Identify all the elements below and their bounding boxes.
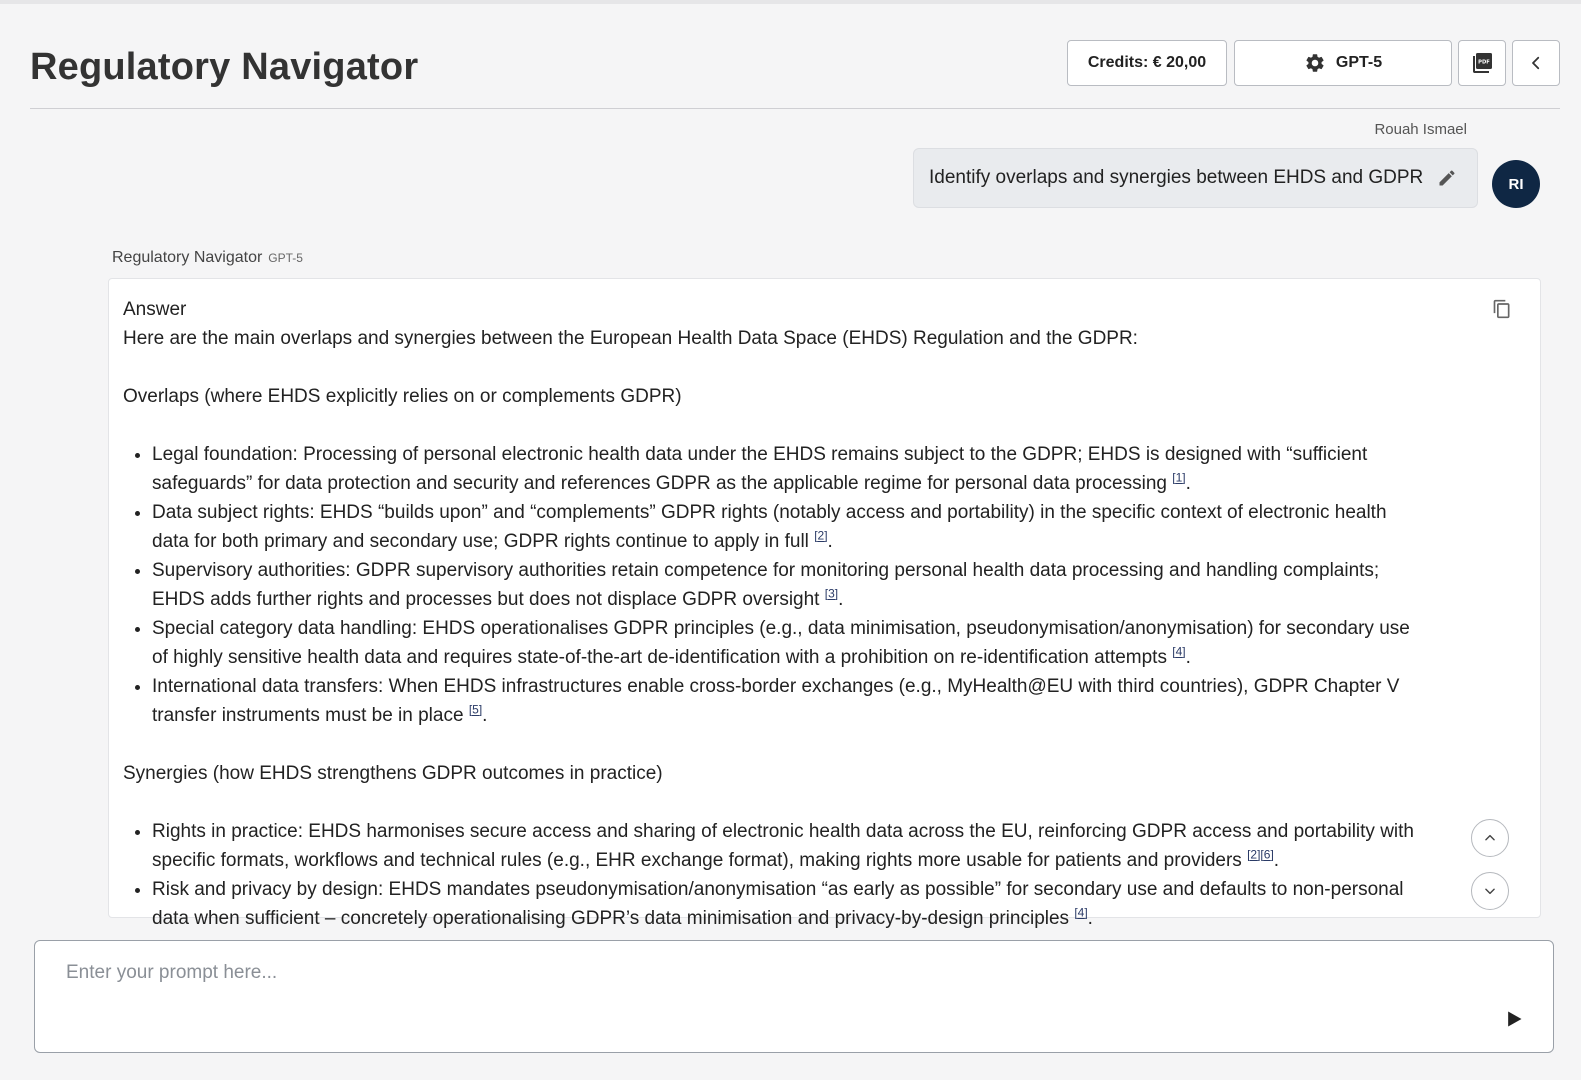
chevron-left-icon: [1527, 54, 1545, 72]
prompt-box: [34, 940, 1554, 1053]
citation-link[interactable]: [2]: [814, 528, 828, 543]
citation-link[interactable]: [5]: [468, 702, 483, 717]
user-message-text: Identify overlaps and synergies between EHDS and GDPR: [929, 167, 1424, 188]
list-item-text: Risk and privacy by design: EHDS mandates pseudonymisation/anonymisation “as early as possible” for secondary use and defaults to non-personal data when sufficient – concretely operationalising GDPR’s data minimisation and privacy-by-design principles: [152, 879, 1404, 929]
list-item-text: Legal foundation: Processing of personal electronic health data under the EHDS remains subject to the GDPR; EHDS is designed with “sufficient safeguards” for data protection and security and references GDPR as the applicable regime for personal data processing: [152, 444, 1368, 494]
bot-model-tag: GPT-5: [268, 251, 303, 265]
list-item-text: Special category data handling: EHDS operationalises GDPR principles (e.g., data minimisation, pseudonymisation/anonymisation) for secondary use of highly sensitive health data and requires state-of-the-art de-identification with a prohibition on re-identification attempts: [152, 618, 1410, 668]
chevron-up-icon: [1483, 831, 1497, 845]
list-item: • Rights in practice: EHDS harmonises secure access and sharing of electronic health data across the EU, reinforcing GDPR access and portability with specific formats, workflows and technical rules (e.g., EHR exchange format), making rights more usable for patients and providers [2][6].: [152, 817, 1423, 875]
user-message-bubble: [913, 148, 1478, 208]
user-author-name: Rouah Ismael: [1374, 121, 1467, 138]
list-item: • Risk and privacy by design: EHDS mandates pseudonymisation/anonymisation “as early as possible” for secondary use and defaults to non-personal data when sufficient – concretely operationalising GDPR’s data minimisation and privacy-by-design principles [4].: [152, 875, 1423, 933]
gear-icon: [1304, 52, 1326, 74]
citation-link[interactable]: [4]: [1074, 905, 1088, 920]
credits-button[interactable]: [1067, 40, 1227, 86]
send-icon: [1504, 1009, 1524, 1029]
scroll-up-button[interactable]: [1471, 819, 1509, 857]
answer-card: [108, 278, 1541, 929]
collapse-panel-button[interactable]: [1512, 40, 1560, 86]
list-item: • Legal foundation: Processing of personal electronic health data under the EHDS remains subject to the GDPR; EHDS is designed with “sufficient safeguards” for data protection and security and references GDPR as the applicable regime for personal data processing [1].: [152, 440, 1423, 498]
list-item: • Supervisory authorities: GDPR supervisory authorities retain competence for monitoring personal health data processing and handling complaints; EHDS adds further rights and processes but does not displace GDPR oversight [3].: [152, 556, 1423, 614]
list-item-text: Supervisory authorities: GDPR supervisory authorities retain competence for monitoring personal health data processing and handling complaints; EHDS adds further rights and processes but does not displace GDPR oversight: [152, 560, 1380, 610]
citation-link[interactable]: [1]: [1172, 470, 1186, 485]
top-border: [0, 0, 1581, 4]
list-item-text: Data subject rights: EHDS “builds upon” and “complements” GDPR rights (notably access and portability) in the specific context of electronic health data for both primary and secondary use; GDPR rights continue to apply in full: [152, 502, 1387, 552]
synergies-list: [123, 817, 1423, 933]
answer-heading: Answer: [123, 299, 187, 320]
list-item: • Data subject rights: EHDS “builds upon” and “complements” GDPR rights (notably access and portability) in the specific context of electronic health data for both primary and secondary use; GDPR rights continue to apply in full [2].: [152, 498, 1423, 556]
copy-icon[interactable]: [1492, 299, 1512, 319]
pdf-icon: [1470, 51, 1494, 75]
overlaps-list: [123, 440, 1423, 730]
list-item: • International data transfers: When EHDS infrastructures enable cross-border exchanges (e.g., MyHealth@EU with third countries), GDPR Chapter V transfer instruments must be in place [5].: [152, 672, 1423, 730]
model-selector-button[interactable]: [1234, 40, 1452, 86]
avatar: RI: [1492, 160, 1540, 208]
edit-icon[interactable]: [1437, 168, 1457, 188]
prompt-input[interactable]: [64, 957, 1468, 989]
bot-author-name: Regulatory Navigator: [112, 249, 263, 266]
export-pdf-button[interactable]: [1458, 40, 1506, 86]
chevron-down-icon: [1483, 884, 1497, 898]
model-label: GPT-5: [1335, 54, 1383, 71]
list-item-text: Rights in practice: EHDS harmonises secure access and sharing of electronic health data across the EU, reinforcing GDPR access and portability with specific formats, workflows and technical rules (e.g., EHR exchange format), making rights more usable for patients and providers: [152, 821, 1414, 871]
credits-label: Credits: € 20,00: [1087, 54, 1207, 71]
citation-link[interactable]: [3]: [824, 586, 839, 601]
citation-link[interactable]: [4]: [1172, 644, 1186, 659]
list-item-text: International data transfers: When EHDS infrastructures enable cross-border exchanges (e.g., MyHealth@EU with third countries), GDPR Chapter V transfer instruments must be in place: [152, 676, 1400, 726]
scroll-down-button[interactable]: [1471, 872, 1509, 910]
section-title-synergies: Synergies (how EHDS strengthens GDPR outcomes in practice): [123, 763, 663, 784]
list-item: • Special category data handling: EHDS operationalises GDPR principles (e.g., data minimisation, pseudonymisation/anonymisation) for secondary use of highly sensitive health data and requires state-of-the-art de-identification with a prohibition on re-identification attempts [4].: [152, 614, 1423, 672]
send-button[interactable]: [1501, 1006, 1527, 1032]
app-title: Regulatory Navigator: [30, 46, 419, 88]
svg-text:PDF: PDF: [1478, 59, 1490, 66]
answer-intro: Here are the main overlaps and synergies between the European Health Data Space (EHDS) Regulation and the GDPR:: [123, 328, 1138, 349]
citation-link[interactable]: [2][6]: [1247, 847, 1274, 862]
app-header: [30, 40, 1560, 109]
bot-author-label: [112, 249, 303, 267]
section-title-overlaps: Overlaps (where EHDS explicitly relies on or complements GDPR): [123, 386, 682, 407]
answer-body: [123, 295, 1423, 933]
